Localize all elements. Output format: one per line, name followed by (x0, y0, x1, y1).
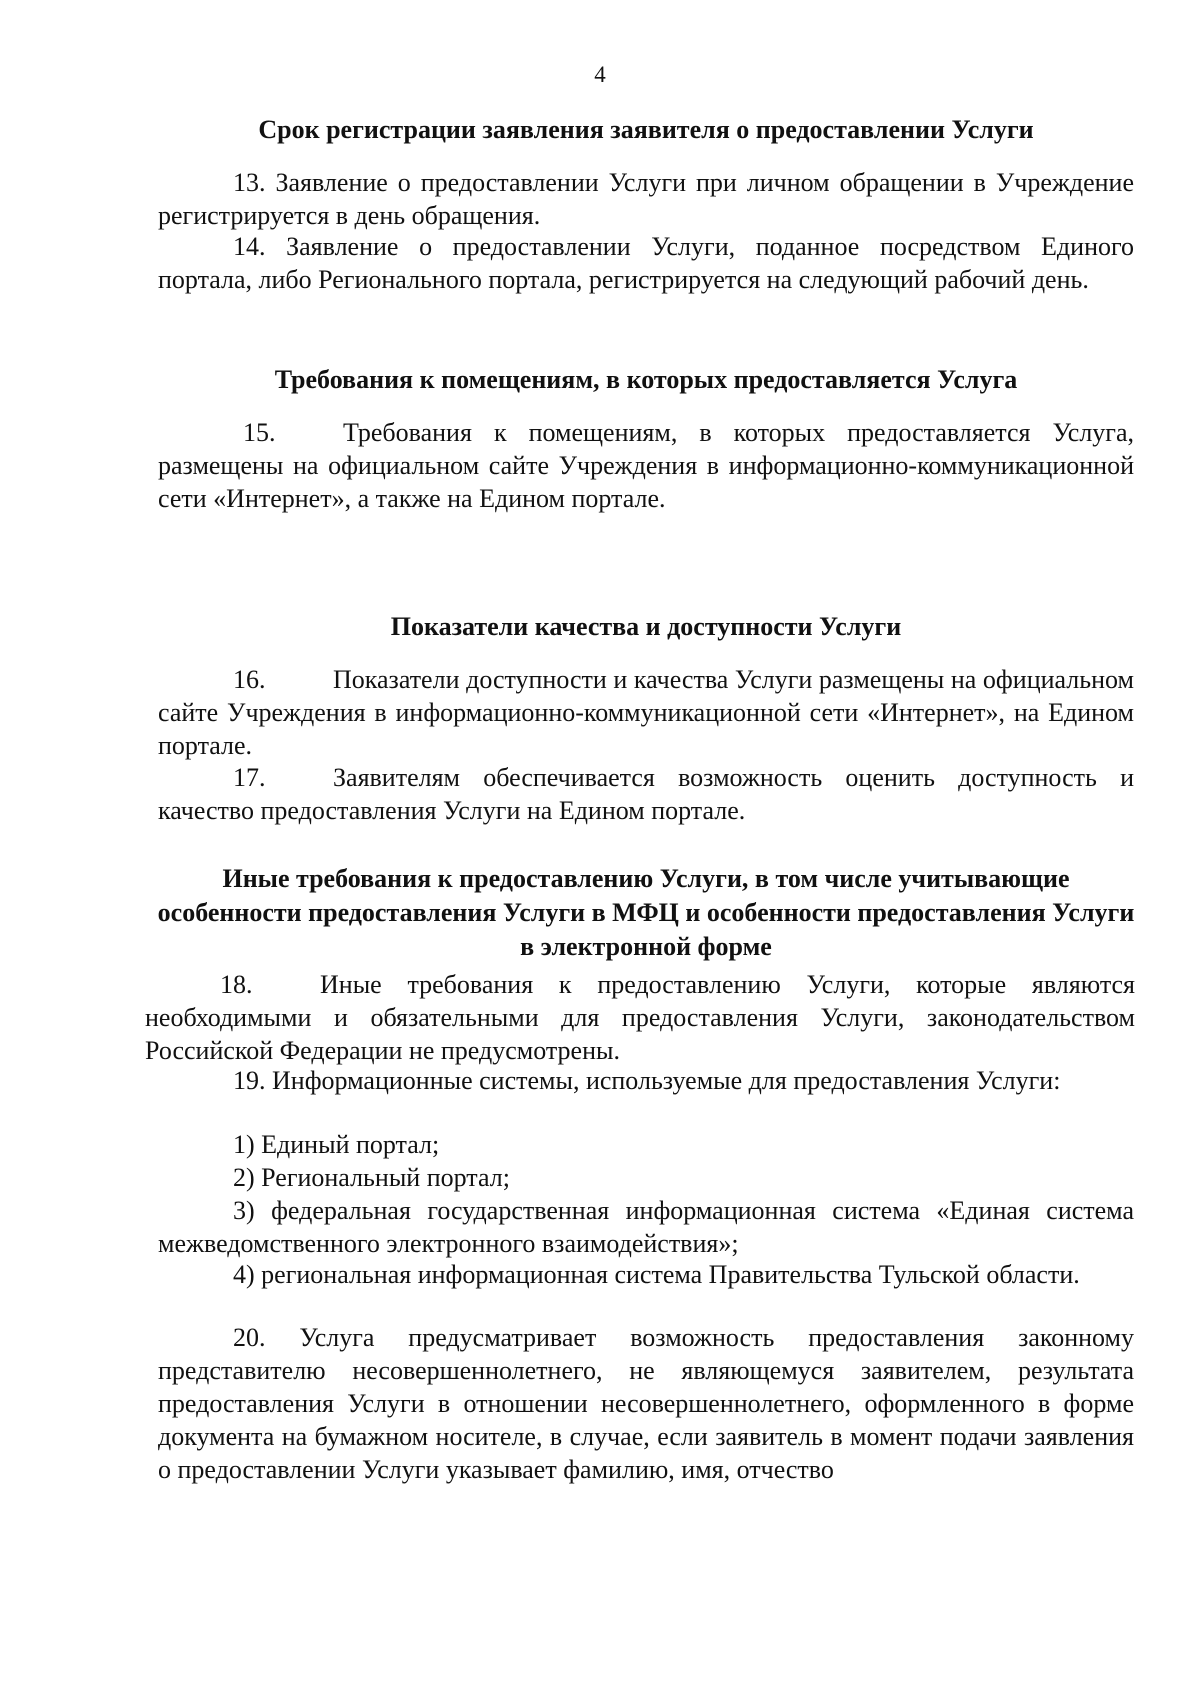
paragraph-18-number: 18. (220, 970, 253, 999)
paragraph-15-number: 15. (243, 418, 276, 447)
list-item-3: 3) федеральная государственная информационная система «Единая система межведомственного электронного взаимодействия»; (158, 1196, 1134, 1258)
paragraph-17-number: 17. (233, 763, 266, 792)
paragraph-17 (158, 761, 1134, 827)
paragraph-20: 20. Услуга предусматривает возможность предоставления законному представителю несовершеннолетнего, не являющемуся заявителем, результата предоставления Услуги в отношении несовершеннолетнего, оформленного в форме документа на бумажном носителе, в случае, если заявитель в момент подачи заявления о предоставлении Услуги указывает фамилию, имя, отчество (158, 1323, 1134, 1484)
paragraph-13: 13. Заявление о предоставлении Услуги при личном обращении в Учреждение регистрируется в день обращения. (158, 168, 1134, 230)
paragraph-16-text: Показатели доступности и качества Услуги размещены на официальном сайте Учреждения в информационно-коммуникационной сети «Интернет», на Едином портале. (158, 665, 1134, 760)
section-heading-premises: Требования к помещениям, в которых предоставляется Услуга (274, 365, 1018, 394)
paragraph-18-text: Иные требования к предоставлению Услуги, которые являются необходимыми и обязательными для предоставления Услуги, законодательством Российской Федерации не предусмотрены. (145, 970, 1135, 1065)
list-item-4: 4) региональная информационная система Правительства Тульской области. (233, 1260, 1080, 1289)
section-heading-quality-indicators: Показатели качества и доступности Услуги (390, 612, 902, 641)
section-heading-other-requirements: Иные требования к предоставлению Услуги, в том числе учитывающие особенности предоставления Услуги в МФЦ и особенности предоставления Услуги в электронной форме (157, 864, 1135, 961)
paragraph-16 (158, 663, 1134, 762)
list-item-2: 2) Региональный портал; (233, 1163, 510, 1192)
paragraph-14: 14. Заявление о предоставлении Услуги, поданное посредством Единого портала, либо Регионального портала, регистрируется на следующий рабочий день. (158, 232, 1134, 294)
section-heading-registration-term: Срок регистрации заявления заявителя о предоставлении Услуги (258, 115, 1034, 144)
paragraph-15-text: Требования к помещениям, в которых предоставляется Услуга, размещены на официальном сайте Учреждения в информационно-коммуникационной сети «Интернет», а также на Едином портале. (158, 418, 1134, 513)
paragraph-15 (158, 416, 1134, 515)
paragraph-16-number: 16. (233, 665, 266, 694)
page-number: 4 (594, 62, 606, 87)
paragraph-18 (145, 968, 1135, 1067)
paragraph-19: 19. Информационные системы, используемые для предоставления Услуги: (233, 1066, 1061, 1095)
paragraph-17-text: Заявителям обеспечивается возможность оценить доступность и качество предоставления Услуги на Едином портале. (158, 763, 1134, 825)
list-item-1: 1) Единый портал; (233, 1130, 440, 1159)
